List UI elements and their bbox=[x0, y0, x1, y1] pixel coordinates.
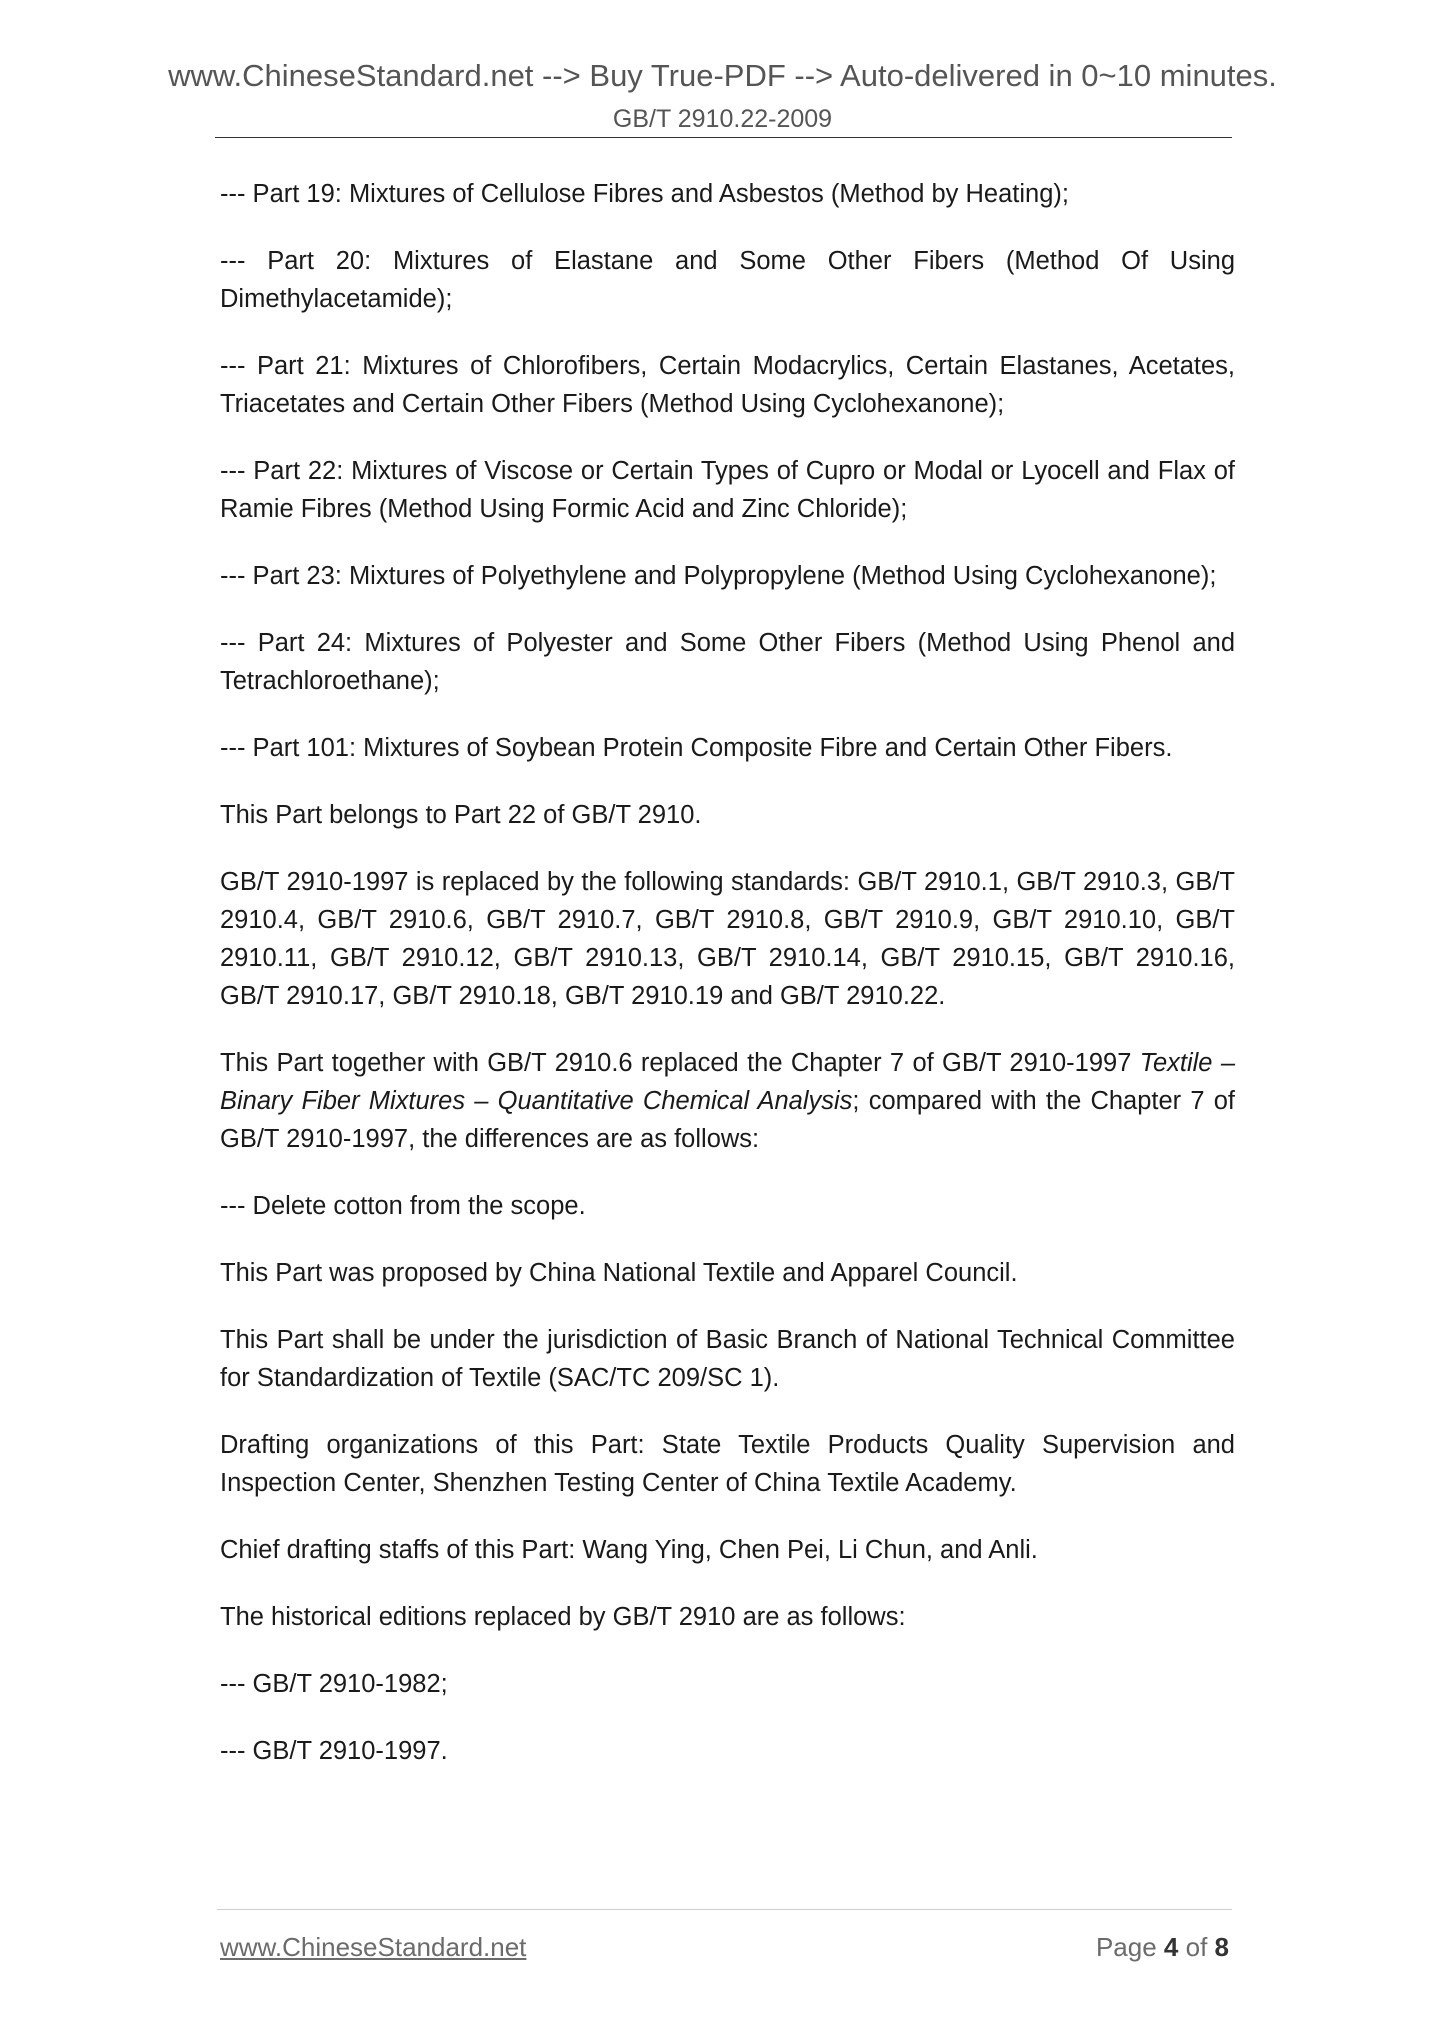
paragraph-part-101: --- Part 101: Mixtures of Soybean Protein Composite Fibre and Certain Other Fibers. bbox=[220, 734, 1173, 762]
paragraph-drafting-organizations: Drafting organizations of this Part: State Textile Products Quality Supervision and Inspection Center, Shenzhen Testing Center of China Textile Academy. bbox=[220, 1431, 1235, 1497]
footer-site-link[interactable]: www.ChineseStandard.net bbox=[220, 1932, 527, 1962]
paragraph-proposed-by: This Part was proposed by China National Textile and Apparel Council. bbox=[220, 1259, 1018, 1287]
paragraph-part-belongs: This Part belongs to Part 22 of GB/T 2910. bbox=[220, 801, 702, 829]
paragraph-part-22: --- Part 22: Mixtures of Viscose or Certain Types of Cupro or Modal or Lyocell and Flax of Ramie Fibres (Method Using Formic Acid and Zinc Chloride); bbox=[220, 457, 1235, 523]
page-total: 8 bbox=[1214, 1932, 1229, 1962]
paragraph-part-20: --- Part 20: Mixtures of Elastane and Some Other Fibers (Method Of Using Dimethylacetamide); bbox=[220, 247, 1235, 313]
paragraph-jurisdiction: This Part shall be under the jurisdiction of Basic Branch of National Technical Committee for Standardization of Textile (SAC/TC 209/SC 1). bbox=[220, 1326, 1235, 1392]
page-number bbox=[1096, 1930, 1229, 1964]
paragraph-chief-drafters: Chief drafting staffs of this Part: Wang Ying, Chen Pei, Li Chun, and Anli. bbox=[220, 1536, 1038, 1564]
paragraph-part-24: --- Part 24: Mixtures of Polyester and Some Other Fibers (Method Using Phenol and Tetrachloroethane); bbox=[220, 629, 1235, 695]
paragraph-replaced-standards: GB/T 2910-1997 is replaced by the following standards: GB/T 2910.1, GB/T 2910.3, GB/T 2910.4, GB/T 2910.6, GB/T 2910.7, GB/T 2910.8, GB/T 2910.9, GB/T 2910.10, GB/T 2910.11, GB/T 2910.12, GB/T 2910.13, GB/T 2910.14, GB/T 2910.15, GB/T 2910.16, GB/T 2910.17, GB/T 2910.18, GB/T 2910.19 and GB/T 2910.22. bbox=[220, 868, 1235, 1010]
paragraph-part-23: --- Part 23: Mixtures of Polyethylene and Polypropylene (Method Using Cyclohexanone); bbox=[220, 562, 1217, 590]
header-promo-line: www.ChineseStandard.net --> Buy True-PDF --> Auto-delivered in 0~10 minutes. bbox=[168, 58, 1277, 93]
page-of: of bbox=[1178, 1932, 1215, 1962]
paragraph-part-19: --- Part 19: Mixtures of Cellulose Fibres and Asbestos (Method by Heating); bbox=[220, 180, 1069, 208]
paragraph-edition-1997: --- GB/T 2910-1997. bbox=[220, 1737, 448, 1765]
chapter-7-text-after: ; compared with the Chapter 7 of GB/T 2910-1997, the differences are as follows: bbox=[220, 1087, 1235, 1153]
standard-id-header: GB/T 2910.22-2009 bbox=[612, 105, 833, 133]
paragraph-part-21: --- Part 21: Mixtures of Chlorofibers, Certain Modacrylics, Certain Elastanes, Acetates, Triacetates and Certain Other Fibers (Method Using Cyclohexanone); bbox=[220, 352, 1235, 418]
paragraph-delete-cotton: --- Delete cotton from the scope. bbox=[220, 1192, 586, 1220]
page-prefix: Page bbox=[1095, 1932, 1164, 1962]
header-divider bbox=[215, 137, 1232, 138]
chapter-7-text-before: This Part together with GB/T 2910.6 replaced the Chapter 7 of GB/T 2910-1997 bbox=[220, 1049, 1140, 1077]
paragraph-chapter-7-replacement bbox=[220, 1044, 1235, 1158]
footer-divider bbox=[217, 1909, 1232, 1910]
chapter-7-italic-title: Textile – Binary Fiber Mixtures – Quantitative Chemical Analysis bbox=[220, 1049, 1236, 1115]
paragraph-edition-1982: --- GB/T 2910-1982; bbox=[220, 1670, 448, 1698]
document-body bbox=[220, 175, 1235, 1770]
page-current: 4 bbox=[1163, 1932, 1179, 1962]
paragraph-historical-editions: The historical editions replaced by GB/T 2910 are as follows: bbox=[220, 1603, 906, 1631]
